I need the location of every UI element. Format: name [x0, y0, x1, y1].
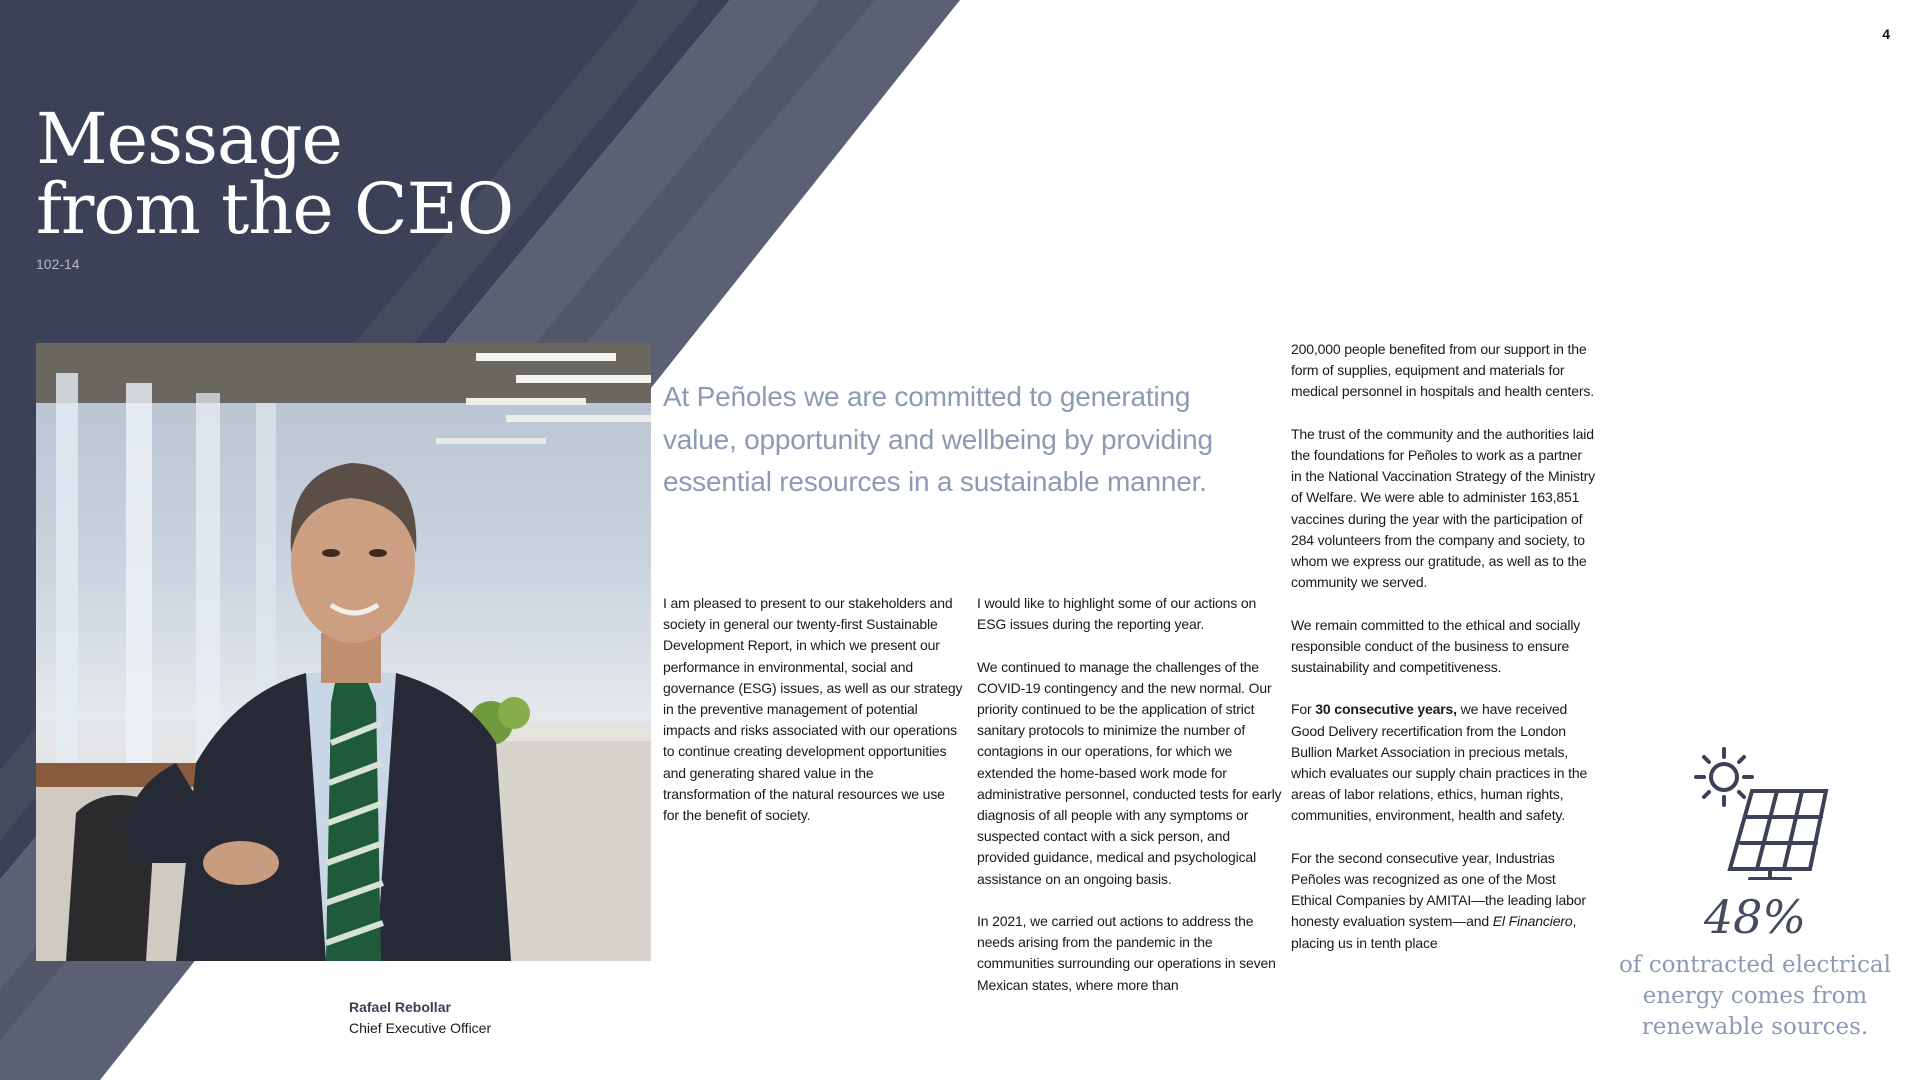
text-run: , placing us in tenth place — [1291, 913, 1577, 951]
ceo-name: Rafael Rebollar — [349, 999, 451, 1015]
text-column-1 — [663, 593, 963, 847]
photo-caption — [349, 997, 491, 1039]
pull-quote: At Peñoles we are committed to generating value, opportunity and wellbeing by providing essential resources in a sustainable manner. — [663, 381, 1213, 497]
paragraph: We continued to manage the challenges of the COVID-19 contingency and the new normal. Our priority continued to be the application of strict sanitary protocols to minimize the number of contagions in our operations, for which we extended the home-based work mode for administrative personnel, conducted tests for early diagnosis of all people with any symptoms or suspected contact with a sick person, and provided guidance, medical and psychological assistance on an ongoing basis. — [977, 658, 1282, 887]
stat-description: of contracted electrical energy comes from renewable sources. — [1619, 952, 1891, 1040]
paragraph: In 2021, we carried out actions to address the needs arising from the pandemic in the communities surrounding our operations in seven Mexican states, where more than — [977, 913, 1276, 993]
paragraph: We remain committed to the ethical and socially responsible conduct of the business to ensure sustainability and competitiveness. — [1291, 616, 1581, 676]
title-line-1: Message — [36, 98, 342, 180]
text-run: For the second consecutive year, Industrias Peñoles was recognized as one of the Most Ethical Companies by AMITAI—the leading labor honesty evaluation system—and — [1291, 849, 1586, 930]
ceo-photo — [36, 343, 651, 961]
paragraph: I am pleased to present to our stakeholders and society in general our twenty-first Sustainable Development Report, in which we present our performance in environmental, social and governance (ESG) issues, as well as our strategy in the preventive management of potential impacts and risks associated with our operations to continue creating development opportunities and generating shared value in the transformation of the natural resources we use for the benefit of society. — [663, 595, 963, 824]
paragraph: I would like to highlight some of our actions on ESG issues during the reporting year. — [977, 595, 1257, 633]
gri-reference: 102-14 — [36, 256, 80, 272]
text-column-3 — [1291, 339, 1596, 975]
ceo-role: Chief Executive Officer — [349, 1020, 492, 1036]
ceo-photo-illustration — [36, 343, 651, 961]
paragraph — [1291, 699, 1596, 826]
title-line-2: from the CEO — [36, 168, 514, 250]
paragraph — [1291, 848, 1596, 954]
italic-text: El Financiero — [1492, 913, 1573, 930]
bold-text: 30 consecutive years, — [1315, 701, 1457, 718]
text-run: For — [1291, 701, 1316, 718]
stat-value: 48% — [1703, 890, 1807, 944]
paragraph: The trust of the community and the authorities laid the foundations for Peñoles to work as a partner in the National Vaccination Strategy of the Ministry of Welfare. We were able to administer 163,851 vaccines during the year with the participation of 284 volunteers from the company and society, to whom we express our gratitude, as well as to the community we served. — [1291, 425, 1595, 591]
page-number: 4 — [1882, 26, 1890, 42]
solar-panel-icon — [1690, 745, 1835, 880]
text-column-2 — [977, 593, 1282, 1017]
text-run: we have received Good Delivery recertification from the London Bullion Market Association in precious metals, which evaluates our supply chain practices in the areas of labor relations, ethics, human rights, communities, environment, health and safety. — [1291, 701, 1588, 824]
page-title — [36, 98, 514, 250]
paragraph: 200,000 people benefited from our support in the form of supplies, equipment and materials for medical personnel in hospitals and health centers. — [1291, 341, 1595, 400]
